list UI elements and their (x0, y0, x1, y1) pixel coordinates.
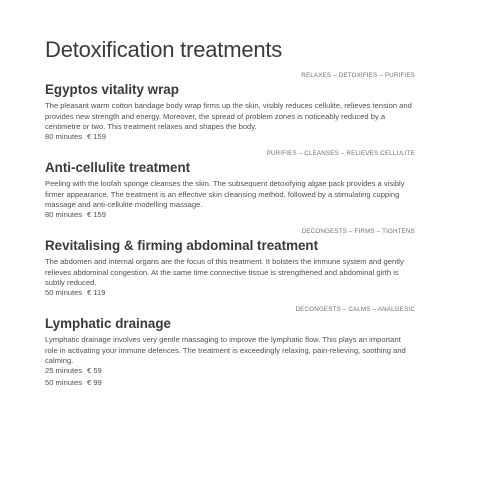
price-label: € 59 (87, 366, 102, 375)
page-title: Detoxification treatments (45, 37, 283, 62)
duration-label: 80 minutes (45, 132, 83, 141)
treatment-description: Peeling with the loofah sponge cleanses the skin. The subsequent detoxifying algae pack provides a visibly firmer appearance. The treatment is an effective skin cleansing method, followed by a stimulating cupping massage and anti-cellulite modelling massage. (45, 179, 405, 210)
price-label: € 159 (87, 132, 107, 141)
price-list (45, 210, 245, 222)
price-list (45, 366, 245, 389)
price-row (45, 132, 245, 144)
duration-label: 50 minutes (45, 288, 83, 297)
price-label: € 119 (87, 288, 106, 297)
treatment-tags: DECONGESTS – CALMS – ANALGESIC (295, 306, 415, 313)
price-list (45, 288, 245, 300)
price-list (45, 132, 245, 144)
treatment-title: Revitalising & firming abdominal treatment (45, 238, 319, 253)
treatment-title: Egyptos vitality wrap (45, 82, 179, 97)
treatment-description: Lymphatic drainage involves very gentle massaging to improve the lymphatic flow. This plays an important role in activating your immune defences. The treatment is exceedingly relaxing, pain-relieving, soothing and calming. (45, 335, 406, 366)
treatment-tags: DECONGESTS – FIRMS – TIGHTENS (301, 228, 415, 235)
price-row (45, 288, 245, 300)
duration-label: 25 minutes (45, 366, 83, 375)
duration-label: 50 minutes (45, 377, 83, 387)
price-row (45, 378, 245, 390)
treatment-title: Lymphatic drainage (45, 316, 172, 331)
price-row (45, 210, 245, 222)
duration-label: 80 minutes (45, 210, 83, 219)
price-row (45, 366, 245, 378)
treatment-tags: RELAXES – DETOXIFIES – PURIFIES (301, 72, 415, 79)
treatment-description: The pleasant warm cotton bandage body wrap firms up the skin, visibly reduces cellulite, relieves tension and provides new strength and energy. Moreover, the spread of problem zones is noticeably reduced by a centimetre or two. This treatment relaxes and shapes the body. (45, 101, 412, 132)
treatment-description: The abdomen and internal organs are the focus of this treatment. It bolsters the immune system and gently relieves abdominal congestion. At the same time connective tissue is strengthened and abdominal girth is subtly reduced. (45, 257, 404, 288)
treatment-title: Anti-cellulite treatment (45, 160, 191, 175)
price-label: € 159 (87, 210, 107, 219)
price-label: € 99 (87, 377, 102, 387)
treatment-tags: PURIFIES – CLEANSES – RELIEVES CELLULITE (266, 150, 415, 157)
